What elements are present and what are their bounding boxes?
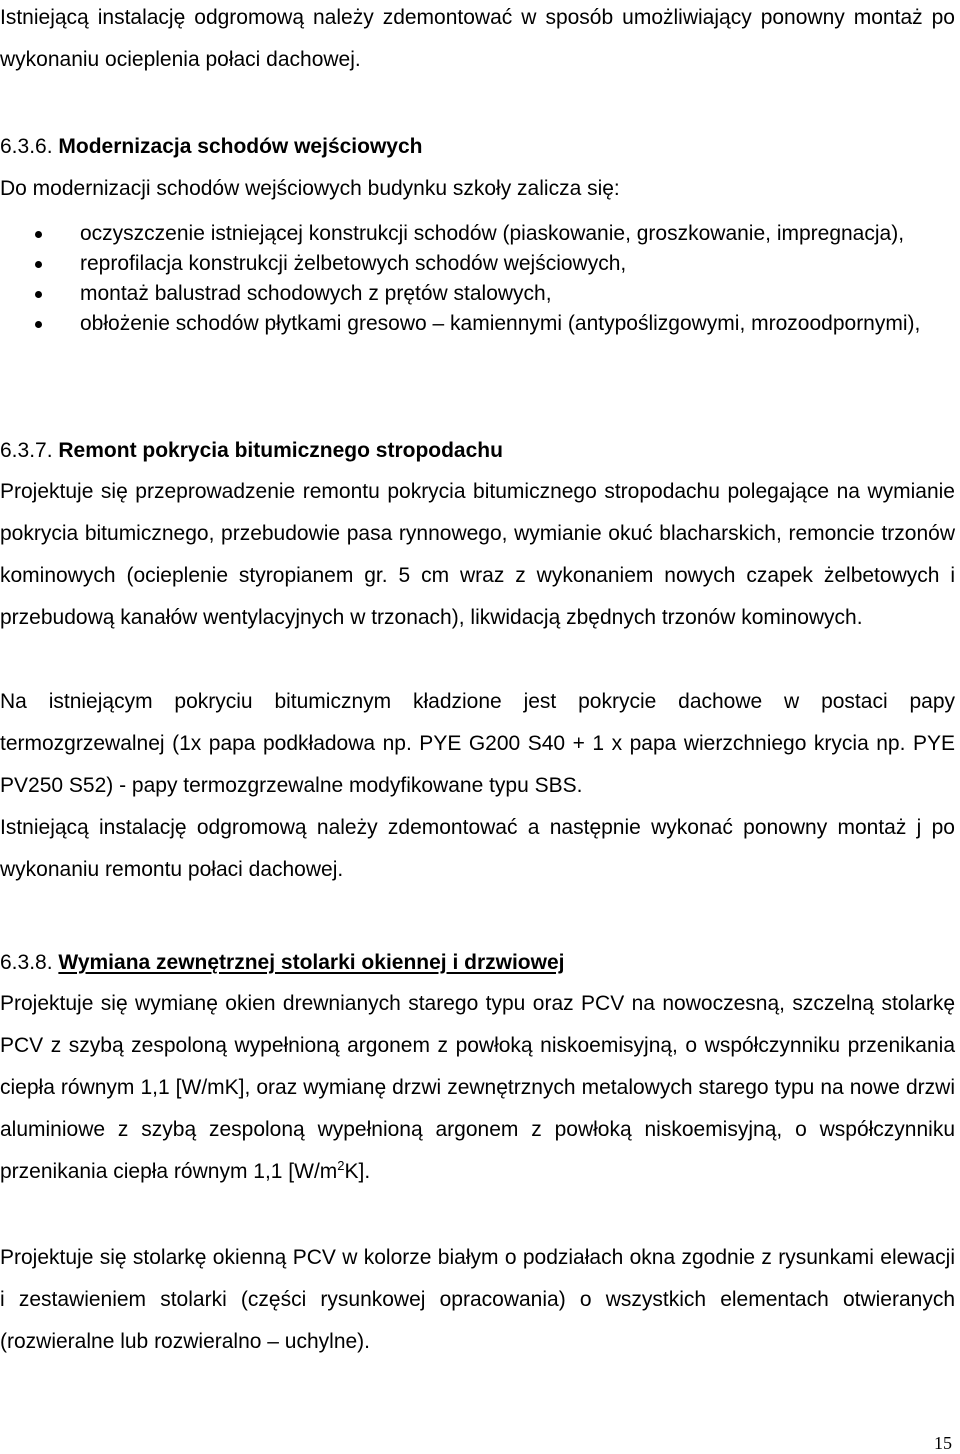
section-title: Modernizacja schodów wejściowych bbox=[58, 135, 423, 158]
body-paragraph: Istniejącą instalację odgromową należy zdemontować a następnie wykonać ponowny montaż j po wykonaniu remontu połaci dachowej. bbox=[0, 816, 955, 881]
body-paragraph: Na istniejącym pokryciu bitumicznym kładzione jest pokrycie dachowe w postaci papy termozgrzewalnej (1x papa podkładowa np. PYE G200 S40 + 1 x papa wierzchniego krycia np. PYE PV250 S52) - papy termozgrzewalne modyfikowane typu SBS. bbox=[0, 690, 955, 797]
bullet-icon bbox=[35, 291, 42, 298]
section-title: Remont pokrycia bitumicznego stropodachu bbox=[58, 439, 503, 462]
body-paragraph: Projektuje się stolarkę okienną PCV w kolorze białym o podziałach okna zgodnie z rysunkami elewacji i zestawieniem stolarki (części rysunkowej opracowania) o wszystkich elementach otwieranych (rozwieralne lub rozwieralno – uchylne). bbox=[0, 1246, 955, 1353]
section-number: 6.3.7. bbox=[0, 439, 53, 462]
list-item: reprofilacja konstrukcji żelbetowych schodów wejściowych, bbox=[0, 249, 955, 279]
section-lead: Do modernizacji schodów wejściowych budynku szkoły zalicza się: bbox=[0, 177, 620, 200]
section-heading-638 bbox=[0, 948, 564, 978]
list-item: obłożenie schodów płytkami gresowo – kamiennymi (antypoślizgowymi, mrozoodpornymi), bbox=[0, 309, 955, 339]
bullet-list bbox=[0, 219, 955, 339]
section-heading-637 bbox=[0, 436, 503, 466]
section-number: 6.3.8. bbox=[0, 951, 53, 974]
list-item: oczyszczenie istniejącej konstrukcji schodów (piaskowanie, groszkowanie, impregnacja), bbox=[0, 219, 955, 249]
section-heading-636 bbox=[0, 132, 423, 162]
bullet-icon bbox=[35, 231, 42, 238]
list-item: montaż balustrad schodowych z prętów stalowych, bbox=[0, 279, 955, 309]
section-title: Wymiana zewnętrznej stolarki okiennej i drzwiowej bbox=[58, 951, 565, 974]
superscript: 2 bbox=[337, 1158, 345, 1173]
body-paragraph: Projektuje się wymianę okien drewnianych starego typu oraz PCV na nowoczesną, szczelną stolarkę PCV z szybą zespoloną wypełnioną argonem z powłoką niskoemisyjną, o współczynniku przenikania ciepła równym 1,1 [W/mK], oraz wymianę drzwi zewnętrznych metalowych starego typu na nowe drzwi aluminiowe z szybą zespoloną wypełnioną argonem z powłoką niskoemisyjną, o współczynniku przenikania ciepła równym 1,1 $[W/m^2K]$. bbox=[0, 992, 955, 1183]
page-number: 15 bbox=[934, 1433, 952, 1453]
section-number: 6.3.6. bbox=[0, 135, 53, 158]
intro-paragraph: Istniejącą instalację odgromową należy zdemontować w sposób umożliwiający ponowny montaż po wykonaniu ocieplenia połaci dachowej. bbox=[0, 6, 955, 71]
body-paragraph: Projektuje się przeprowadzenie remontu pokrycia bitumicznego stropodachu polegające na wymianie pokrycia bitumicznego, przebudowie pasa rynnowego, wymianie okuć blacharskich, remoncie trzonów kominowych (ocieplenie styropianem gr. 5 cm wraz z wykonaniem nowych czapek żelbetowych i przebudową kanałów wentylacyjnych w trzonach), likwidacją zbędnych trzonów kominowych. bbox=[0, 480, 955, 629]
bullet-icon bbox=[35, 261, 42, 268]
bullet-icon bbox=[35, 321, 42, 328]
